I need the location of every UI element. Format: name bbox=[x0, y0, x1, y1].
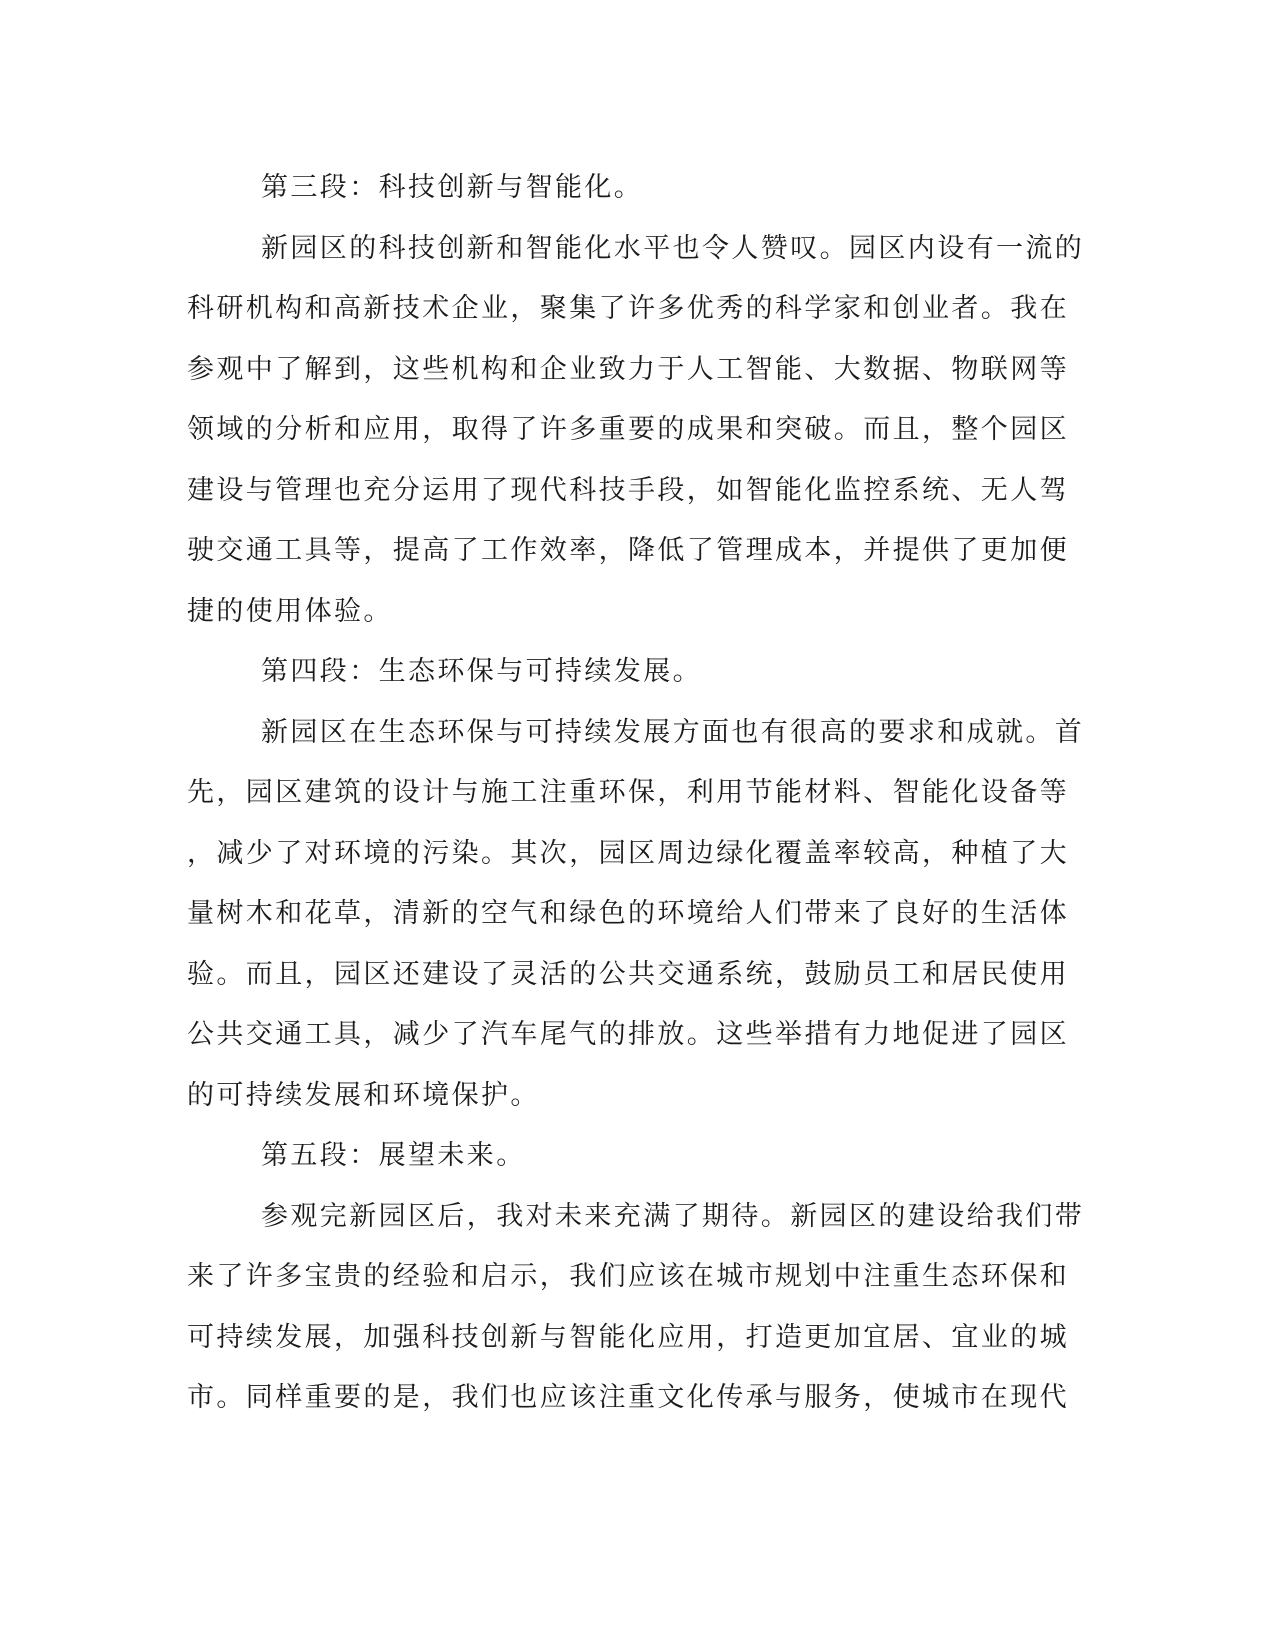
paragraph-line: 建设与管理也充分运用了现代科技手段，如智能化监控系统、无人驾 bbox=[187, 474, 1069, 506]
paragraph-line: 来了许多宝贵的经验和启示，我们应该在城市规划中注重生态环保和 bbox=[187, 1261, 1069, 1292]
paragraph-line: 市。同样重要的是，我们也应该注重文化传承与服务，使城市在现代 bbox=[187, 1382, 1069, 1413]
paragraph-line: 参观中了解到，这些机构和企业致力于人工智能、大数据、物联网等 bbox=[187, 353, 1069, 385]
paragraph-line: ，减少了对环境的污染。其次，园区周边绿化覆盖率较高，种植了大 bbox=[187, 837, 1069, 869]
paragraph-line: 量树木和花草，清新的空气和绿色的环境给人们带来了良好的生活体 bbox=[187, 898, 1069, 929]
paragraph-line: 参观完新园区后，我对未来充满了期待。新园区的建设给我们带 bbox=[261, 1200, 1085, 1232]
paragraph-line: 先，园区建筑的设计与施工注重环保，利用节能材料、智能化设备等 bbox=[187, 777, 1069, 808]
paragraph-line: 新园区的科技创新和智能化水平也令人赞叹。园区内设有一流的 bbox=[261, 232, 1085, 264]
document-body bbox=[187, 158, 1085, 1429]
paragraph-line: 科研机构和高新技术企业，聚集了许多优秀的科学家和创业者。我在 bbox=[187, 293, 1069, 324]
paragraph-line: 驶交通工具等，提高了工作效率，降低了管理成本，并提供了更加便 bbox=[187, 535, 1069, 566]
paragraph-line: 新园区在生态环保与可持续发展方面也有很高的要求和成就。首 bbox=[261, 716, 1085, 748]
paragraph-line: 的可持续发展和环境保护。 bbox=[187, 1079, 540, 1111]
paragraph-line: 捷的使用体验。 bbox=[187, 595, 393, 627]
section-heading-4: 第四段：生态环保与可持续发展。 bbox=[261, 656, 702, 687]
paragraph-line: 可持续发展，加强科技创新与智能化应用，打造更加宜居、宜业的城 bbox=[187, 1321, 1069, 1353]
paragraph-line: 领域的分析和应用，取得了许多重要的成果和突破。而且，整个园区 bbox=[187, 414, 1069, 445]
paragraph-line: 公共交通工具，减少了汽车尾气的排放。这些举措有力地促进了园区 bbox=[187, 1019, 1069, 1050]
section-heading-3: 第三段：科技创新与智能化。 bbox=[261, 172, 644, 203]
paragraph-line: 验。而且，园区还建设了灵活的公共交通系统，鼓励员工和居民使用 bbox=[187, 958, 1069, 990]
section-heading-5: 第五段：展望未来。 bbox=[261, 1140, 526, 1171]
